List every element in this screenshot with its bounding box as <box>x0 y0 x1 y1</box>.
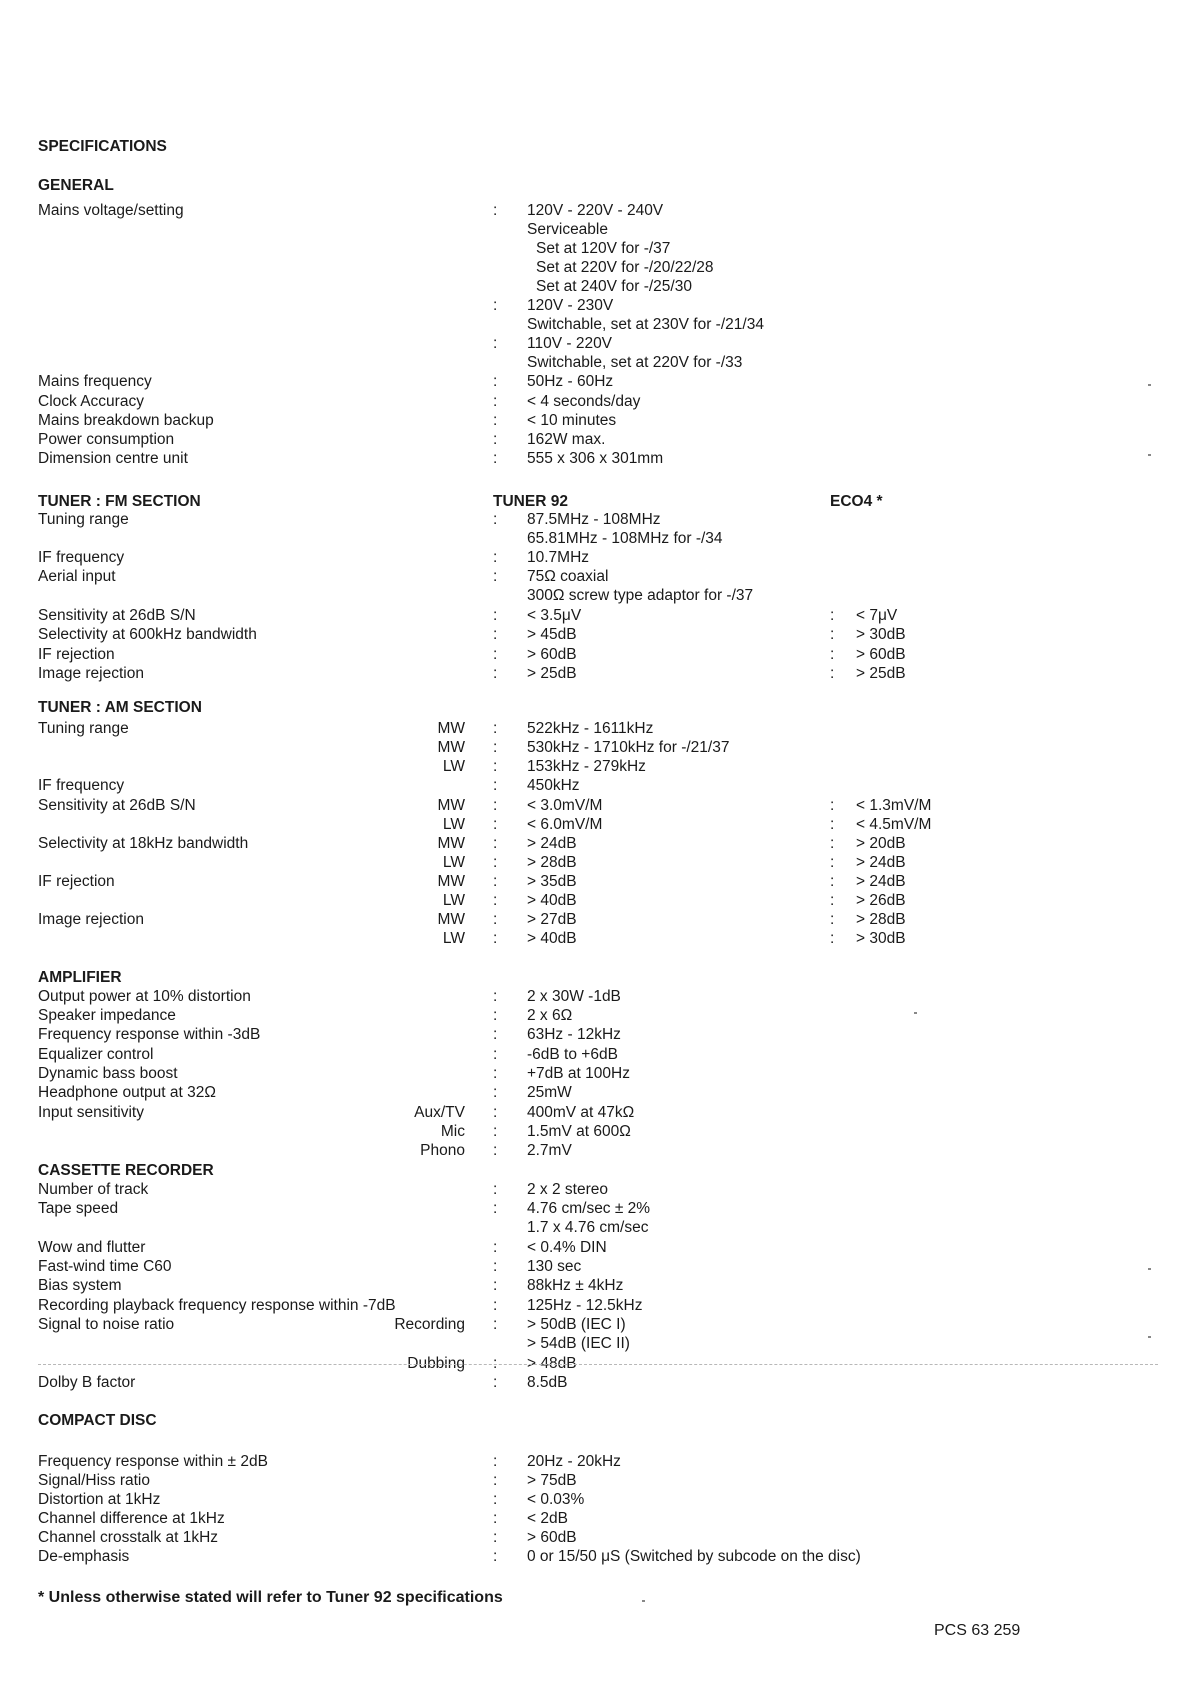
spec-v1: 110V - 220V <box>527 335 613 352</box>
spec-c2: : <box>830 835 835 852</box>
spec-row <box>0 776 1191 796</box>
spec-c1: : <box>493 739 498 756</box>
spec-c2: : <box>830 626 835 643</box>
spec-c1: : <box>493 335 498 352</box>
spec-sub: MW <box>437 911 465 928</box>
spec-row <box>0 372 1191 392</box>
spec-row <box>0 411 1191 431</box>
spec-row <box>0 201 1191 221</box>
spec-v1: > 28dB <box>527 854 577 871</box>
spec-sub: LW <box>442 930 465 947</box>
spec-row <box>0 1103 1191 1123</box>
spec-row <box>0 853 1191 873</box>
spec-c1: : <box>493 393 498 410</box>
spec-row <box>0 1064 1191 1084</box>
spec-v1: < 0.03% <box>527 1491 585 1508</box>
spec-row <box>0 239 1191 259</box>
spec-c1: : <box>493 1491 498 1508</box>
spec-row <box>0 1199 1191 1219</box>
spec-c1: : <box>493 911 498 928</box>
spec-label: IF frequency <box>38 549 125 566</box>
spec-c2: : <box>830 797 835 814</box>
spec-c1: : <box>493 549 498 566</box>
spec-c2: : <box>830 665 835 682</box>
spec-v2: > 28dB <box>856 911 906 928</box>
spec-row <box>0 1373 1191 1393</box>
spec-c1: : <box>493 1104 498 1121</box>
scan-speck <box>1148 384 1151 386</box>
spec-c1: : <box>493 930 498 947</box>
spec-label: Signal/Hiss ratio <box>38 1472 150 1489</box>
spec-c1: : <box>493 431 498 448</box>
spec-c2: : <box>830 911 835 928</box>
spec-v1: > 35dB <box>527 873 577 890</box>
spec-label: Mains breakdown backup <box>38 412 214 429</box>
spec-c2: : <box>830 892 835 909</box>
spec-v1: 50Hz - 60Hz <box>527 373 614 390</box>
spec-v1: 522kHz - 1611kHz <box>527 720 654 737</box>
spec-row <box>0 1141 1191 1161</box>
spec-label: Output power at 10% distortion <box>38 988 251 1005</box>
spec-label: Tape speed <box>38 1200 119 1217</box>
spec-sub: Dubbing <box>407 1355 465 1372</box>
spec-row <box>0 664 1191 684</box>
spec-c1: : <box>493 1007 498 1024</box>
spec-row <box>0 1547 1191 1567</box>
spec-row <box>0 392 1191 412</box>
spec-label: Fast-wind time C60 <box>38 1258 172 1275</box>
spec-row <box>0 529 1191 549</box>
spec-v1: 25mW <box>527 1084 572 1101</box>
spec-v1: > 45dB <box>527 626 577 643</box>
spec-c1: : <box>493 297 498 314</box>
spec-label: Wow and flutter <box>38 1239 146 1256</box>
spec-v1: < 10 minutes <box>527 412 617 429</box>
spec-v2: > 24dB <box>856 854 906 871</box>
spec-label: Bias system <box>38 1277 122 1294</box>
spec-label: Headphone output at 32Ω <box>38 1084 216 1101</box>
spec-row <box>0 1045 1191 1065</box>
spec-c1: : <box>493 1084 498 1101</box>
spec-v1: 2 x 2 stereo <box>527 1181 608 1198</box>
spec-sub: MW <box>437 873 465 890</box>
spec-row <box>0 1296 1191 1316</box>
spec-row <box>0 757 1191 777</box>
spec-row <box>0 1025 1191 1045</box>
spec-v1: 8.5dB <box>527 1374 568 1391</box>
spec-v1: 130 sec <box>527 1258 582 1275</box>
spec-sub: MW <box>437 739 465 756</box>
spec-c1: : <box>493 1297 498 1314</box>
spec-v1i: Set at 240V for -/25/30 <box>536 278 692 295</box>
spec-v1i: Set at 220V for -/20/22/28 <box>536 259 714 276</box>
footnote: * Unless otherwise stated will refer to Tuner 92 specifications <box>38 1589 503 1606</box>
spec-label: Image rejection <box>38 665 144 682</box>
spec-row <box>0 891 1191 911</box>
spec-v1: 75Ω coaxial <box>527 568 609 585</box>
spec-c2: : <box>830 607 835 624</box>
spec-row <box>0 910 1191 930</box>
spec-c1: : <box>493 1181 498 1198</box>
spec-v1: > 50dB (IEC I) <box>527 1316 626 1333</box>
spec-c1: : <box>493 758 498 775</box>
spec-row <box>0 738 1191 758</box>
spec-v1: < 6.0mV/M <box>527 816 603 833</box>
spec-c2: : <box>830 930 835 947</box>
spec-v1: 162W max. <box>527 431 606 448</box>
spec-row <box>0 645 1191 665</box>
spec-row <box>0 719 1191 739</box>
spec-v2: > 30dB <box>856 626 906 643</box>
spec-v2: < 4.5mV/M <box>856 816 932 833</box>
spec-c1: : <box>493 835 498 852</box>
spec-c1: : <box>493 816 498 833</box>
spec-c1: : <box>493 511 498 528</box>
spec-v1: < 0.4% DIN <box>527 1239 607 1256</box>
spec-label: Mains frequency <box>38 373 152 390</box>
spec-label: Dimension centre unit <box>38 450 188 467</box>
spec-label: Selectivity at 600kHz bandwidth <box>38 626 257 643</box>
spec-label: Sensitivity at 26dB S/N <box>38 797 196 814</box>
spec-c1: : <box>493 1200 498 1217</box>
spec-row <box>0 1218 1191 1238</box>
spec-v1: < 3.5μV <box>527 607 582 624</box>
spec-v2: > 26dB <box>856 892 906 909</box>
spec-v2: < 1.3mV/M <box>856 797 932 814</box>
spec-v1: > 54dB (IEC II) <box>527 1335 630 1352</box>
spec-v1: 125Hz - 12.5kHz <box>527 1297 643 1314</box>
spec-c1: : <box>493 665 498 682</box>
spec-label: Dynamic bass boost <box>38 1065 178 1082</box>
spec-c1: : <box>493 1472 498 1489</box>
spec-c1: : <box>493 1065 498 1082</box>
spec-v1: > 25dB <box>527 665 577 682</box>
spec-c1: : <box>493 1142 498 1159</box>
spec-c1: : <box>493 568 498 585</box>
spec-c1: : <box>493 720 498 737</box>
spec-label: Frequency response within -3dB <box>38 1026 261 1043</box>
spec-v1: 300Ω screw type adaptor for -/37 <box>527 587 754 604</box>
spec-label: Distortion at 1kHz <box>38 1491 161 1508</box>
spec-row <box>0 1315 1191 1335</box>
spec-v1: 20Hz - 20kHz <box>527 1453 621 1470</box>
spec-label: Channel crosstalk at 1kHz <box>38 1529 219 1546</box>
spec-label: Frequency response within ± 2dB <box>38 1453 268 1470</box>
column-header-tuner92: TUNER 92 <box>493 493 568 510</box>
spec-v2: > 25dB <box>856 665 906 682</box>
spec-v1: 63Hz - 12kHz <box>527 1026 621 1043</box>
spec-sub: LW <box>442 892 465 909</box>
spec-v1: Switchable, set at 230V for -/21/34 <box>527 316 764 333</box>
spec-c1: : <box>493 1258 498 1275</box>
spec-v1: > 40dB <box>527 930 577 947</box>
spec-c1: : <box>493 1046 498 1063</box>
spec-v1: 87.5MHz - 108MHz <box>527 511 661 528</box>
spec-c1: : <box>493 1277 498 1294</box>
spec-label: IF frequency <box>38 777 125 794</box>
spec-row <box>0 277 1191 297</box>
spec-v1: 4.76 cm/sec ± 2% <box>527 1200 651 1217</box>
scan-artifact-dashed-line <box>38 1364 1158 1365</box>
spec-c1: : <box>493 988 498 1005</box>
spec-label: Channel difference at 1kHz <box>38 1510 225 1527</box>
section-heading-general: GENERAL <box>38 177 114 194</box>
spec-v1: > 27dB <box>527 911 577 928</box>
spec-sub: MW <box>437 797 465 814</box>
spec-v1: -6dB to +6dB <box>527 1046 618 1063</box>
spec-sub: LW <box>442 758 465 775</box>
spec-row <box>0 929 1191 949</box>
spec-row <box>0 796 1191 816</box>
spec-c1: : <box>493 1529 498 1546</box>
spec-c1: : <box>493 797 498 814</box>
spec-c1: : <box>493 854 498 871</box>
spec-row <box>0 353 1191 373</box>
spec-label: Clock Accuracy <box>38 393 144 410</box>
spec-row <box>0 510 1191 530</box>
spec-sub: Mic <box>440 1123 465 1140</box>
spec-row <box>0 334 1191 354</box>
spec-v1: > 60dB <box>527 1529 577 1546</box>
spec-sub: Aux/TV <box>414 1104 465 1121</box>
spec-v1: > 60dB <box>527 646 577 663</box>
spec-label: Tuning range <box>38 720 129 737</box>
spec-v2: > 30dB <box>856 930 906 947</box>
scan-speck <box>642 1600 645 1602</box>
spec-v1: < 3.0mV/M <box>527 797 603 814</box>
spec-row <box>0 1528 1191 1548</box>
spec-row <box>0 606 1191 626</box>
spec-c1: : <box>493 777 498 794</box>
spec-c2: : <box>830 854 835 871</box>
spec-row <box>0 1452 1191 1472</box>
spec-label: Signal to noise ratio <box>38 1316 175 1333</box>
page-id: PCS 63 259 <box>934 1622 1021 1639</box>
spec-row <box>0 1276 1191 1296</box>
spec-row <box>0 430 1191 450</box>
spec-c1: : <box>493 646 498 663</box>
spec-label: Selectivity at 18kHz bandwidth <box>38 835 249 852</box>
spec-c1: : <box>493 1510 498 1527</box>
section-heading-am: TUNER : AM SECTION <box>38 699 202 716</box>
spec-v1: 2 x 6Ω <box>527 1007 573 1024</box>
spec-c1: : <box>493 1355 498 1372</box>
spec-c1: : <box>493 1316 498 1333</box>
spec-v1: 65.81MHz - 108MHz for -/34 <box>527 530 723 547</box>
spec-c1: : <box>493 1548 498 1565</box>
spec-c1: : <box>493 1026 498 1043</box>
spec-label: Image rejection <box>38 911 144 928</box>
spec-v1: 400mV at 47kΩ <box>527 1104 635 1121</box>
spec-label: Sensitivity at 26dB S/N <box>38 607 196 624</box>
spec-label: IF rejection <box>38 873 115 890</box>
spec-row <box>0 1006 1191 1026</box>
spec-row <box>0 1238 1191 1258</box>
spec-row <box>0 1490 1191 1510</box>
spec-label: Speaker impedance <box>38 1007 176 1024</box>
spec-label: Tuning range <box>38 511 129 528</box>
page-title: SPECIFICATIONS <box>38 138 167 155</box>
spec-v1: 2.7mV <box>527 1142 572 1159</box>
spec-v1: 120V - 230V <box>527 297 614 314</box>
spec-row <box>0 1509 1191 1529</box>
spec-row <box>0 1471 1191 1491</box>
spec-v1: 10.7MHz <box>527 549 590 566</box>
spec-v1: 530kHz - 1710kHz for -/21/37 <box>527 739 730 756</box>
spec-row <box>0 1257 1191 1277</box>
spec-v1: 88kHz ± 4kHz <box>527 1277 624 1294</box>
scan-speck <box>1148 1268 1151 1270</box>
spec-sub: Phono <box>420 1142 465 1159</box>
spec-v2: > 20dB <box>856 835 906 852</box>
spec-c1: : <box>493 202 498 219</box>
spec-v1: > 75dB <box>527 1472 577 1489</box>
spec-label: Power consumption <box>38 431 175 448</box>
spec-sub: MW <box>437 720 465 737</box>
spec-label: Equalizer control <box>38 1046 154 1063</box>
spec-c1: : <box>493 1123 498 1140</box>
section-heading-fm: TUNER : FM SECTION TUNER 92 ECO4 * <box>38 493 883 510</box>
spec-row <box>0 1180 1191 1200</box>
spec-c1: : <box>493 1239 498 1256</box>
spec-c1: : <box>493 412 498 429</box>
spec-v1: 1.5mV at 600Ω <box>527 1123 631 1140</box>
spec-row <box>0 567 1191 587</box>
spec-v1: Serviceable <box>527 221 608 238</box>
spec-row <box>0 315 1191 335</box>
spec-label: Mains voltage/setting <box>38 202 184 219</box>
scan-speck <box>1148 1336 1151 1338</box>
spec-v1: > 48dB <box>527 1355 577 1372</box>
spec-c2: : <box>830 646 835 663</box>
spec-v1: +7dB at 100Hz <box>527 1065 630 1082</box>
spec-c1: : <box>493 373 498 390</box>
spec-sub: MW <box>437 835 465 852</box>
spec-c1: : <box>493 892 498 909</box>
spec-row <box>0 296 1191 316</box>
spec-row <box>0 586 1191 606</box>
spec-v1: 1.7 x 4.76 cm/sec <box>527 1219 649 1236</box>
spec-row <box>0 834 1191 854</box>
spec-sub: LW <box>442 854 465 871</box>
spec-label: Dolby B factor <box>38 1374 136 1391</box>
scan-speck <box>1148 454 1151 456</box>
spec-sub: Recording <box>394 1316 465 1333</box>
scan-speck <box>914 1012 917 1014</box>
spec-c1: : <box>493 1374 498 1391</box>
spec-v1: 120V - 220V - 240V <box>527 202 664 219</box>
spec-v1: < 4 seconds/day <box>527 393 641 410</box>
spec-c2: : <box>830 873 835 890</box>
spec-v1: 450kHz <box>527 777 580 794</box>
spec-row <box>0 625 1191 645</box>
section-heading-cassette: CASSETTE RECORDER <box>38 1162 214 1179</box>
spec-label: Recording playback frequency response within -7dB <box>38 1297 396 1314</box>
spec-c1: : <box>493 873 498 890</box>
spec-label: Number of track <box>38 1181 149 1198</box>
spec-row <box>0 1334 1191 1354</box>
spec-v1: < 2dB <box>527 1510 568 1527</box>
spec-row <box>0 220 1191 240</box>
spec-v2: < 7μV <box>856 607 898 624</box>
spec-v1: > 24dB <box>527 835 577 852</box>
spec-label: Aerial input <box>38 568 116 585</box>
spec-row <box>0 815 1191 835</box>
spec-v1: Switchable, set at 220V for -/33 <box>527 354 743 371</box>
spec-row <box>0 548 1191 568</box>
spec-c2: : <box>830 816 835 833</box>
section-heading-amplifier: AMPLIFIER <box>38 969 122 986</box>
spec-row <box>0 258 1191 278</box>
spec-row <box>0 872 1191 892</box>
spec-label: Input sensitivity <box>38 1104 144 1121</box>
section-heading-compact-disc: COMPACT DISC <box>38 1412 157 1429</box>
spec-v1: > 40dB <box>527 892 577 909</box>
spec-label: De-emphasis <box>38 1548 130 1565</box>
spec-c1: : <box>493 450 498 467</box>
spec-v2: > 60dB <box>856 646 906 663</box>
spec-label: IF rejection <box>38 646 115 663</box>
column-header-eco4: ECO4 * <box>830 493 883 510</box>
spec-sub: LW <box>442 816 465 833</box>
spec-c1: : <box>493 607 498 624</box>
spec-row <box>0 987 1191 1007</box>
spec-v1: 2 x 30W -1dB <box>527 988 621 1005</box>
spec-v1: 555 x 306 x 301mm <box>527 450 664 467</box>
spec-v1i: Set at 120V for -/37 <box>536 240 671 257</box>
spec-row <box>0 449 1191 469</box>
spec-row <box>0 1083 1191 1103</box>
spec-row <box>0 1122 1191 1142</box>
spec-c1: : <box>493 626 498 643</box>
spec-v1: 0 or 15/50 μS (Switched by subcode on the disc) <box>527 1548 861 1565</box>
spec-v1: 153kHz - 279kHz <box>527 758 646 775</box>
spec-c1: : <box>493 1453 498 1470</box>
spec-v2: > 24dB <box>856 873 906 890</box>
